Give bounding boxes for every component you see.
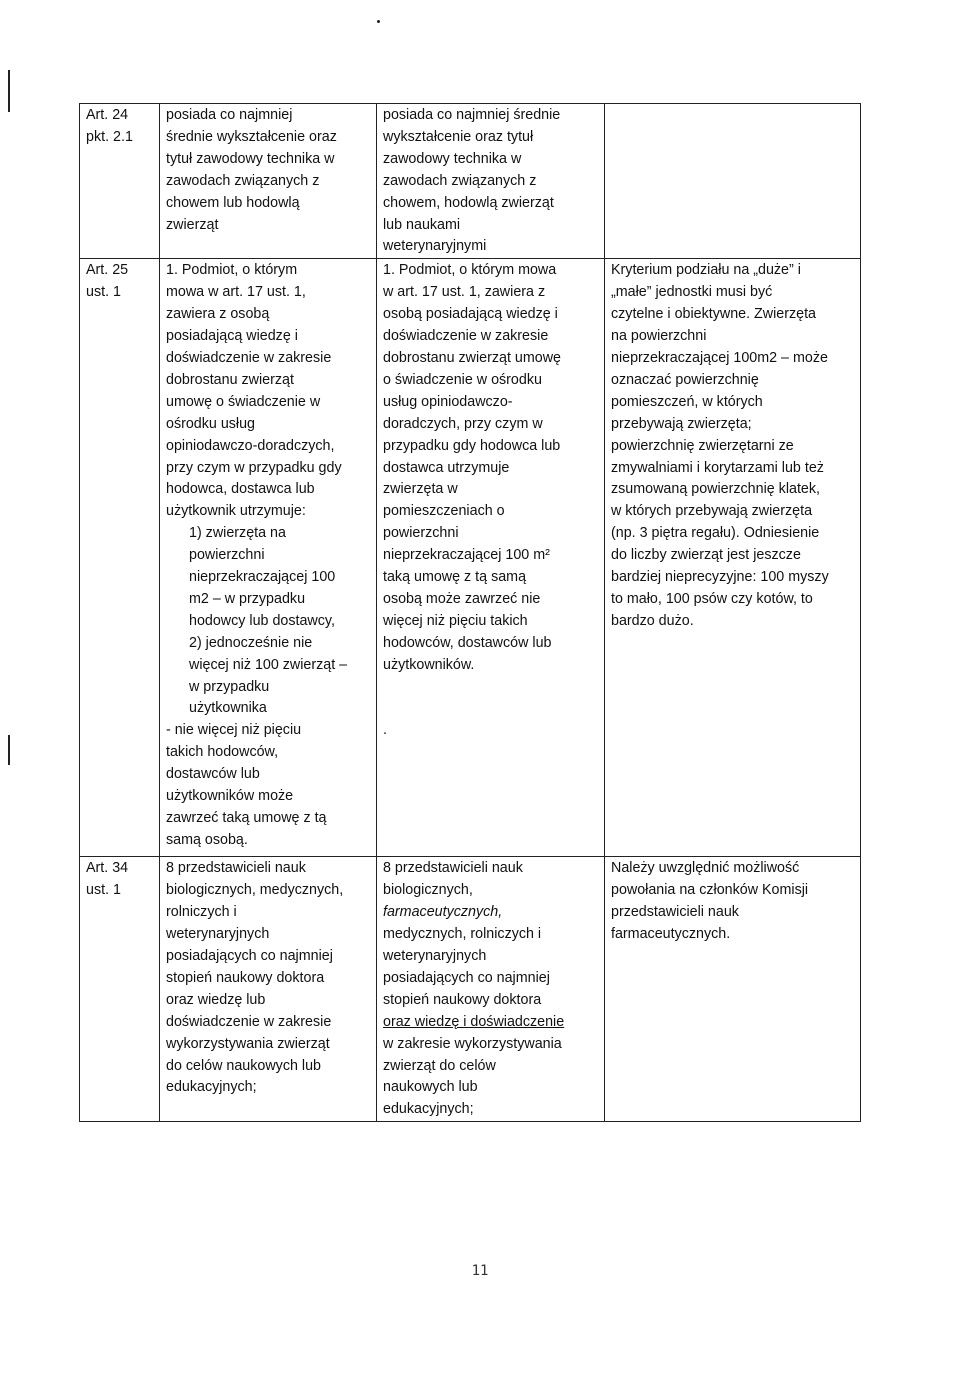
text-line: hodowców, dostawców lub — [383, 634, 552, 651]
text-line — [383, 677, 600, 699]
text-line: stopień naukowy doktora — [166, 969, 325, 986]
text-line: weterynaryjnych — [383, 947, 487, 964]
text-line: wykształcenie oraz tytuł — [383, 128, 534, 145]
text-line: w zakresie wykorzystywania — [383, 1035, 562, 1052]
text-line: zmywalniami i korytarzami lub też — [611, 459, 824, 476]
text-line: zwierząt do celów — [383, 1057, 496, 1074]
text-line: więcej niż 100 zwierząt – — [189, 656, 348, 673]
article-ref: Art. 25 — [86, 262, 129, 279]
text-line: osobą może zawrzeć nie — [383, 590, 541, 607]
text-line: pomieszczeń, w których — [611, 393, 763, 410]
text-line: - nie więcej niż pięciu — [166, 722, 302, 739]
table-row — [80, 104, 861, 259]
text-line: „małe” jednostki musi być — [611, 284, 773, 301]
text-line: bardziej nieprecyzyjne: 100 myszy — [611, 569, 829, 586]
text-line: doświadczenie w zakresie — [166, 1013, 332, 1030]
text-line: 1. Podmiot, o którym — [166, 262, 298, 279]
text-line: usług opiniodawczo- — [383, 393, 513, 410]
text-line: umowę o świadczenie w — [166, 393, 321, 410]
text-line: użytkowników. — [383, 656, 475, 673]
text-line-underlined: oraz wiedzę i doświadczenie — [383, 1013, 565, 1030]
text-line: farmaceutycznych. — [611, 926, 731, 943]
text-line: użytkowników może — [166, 788, 294, 805]
text-line: posiada co najmniej — [166, 107, 293, 123]
text-line: zawodowy technika w — [383, 150, 522, 167]
text-line: posiadających co najmniej — [166, 947, 333, 964]
text-line: ośrodku usług — [166, 415, 256, 432]
text-line: powołania na członków Komisji — [611, 882, 809, 899]
text-line: do celów naukowych lub — [166, 1057, 321, 1074]
text-line: lub naukami — [383, 216, 461, 233]
current-text-cell — [160, 259, 377, 857]
text-line: opiniodawczo-doradczych, — [166, 437, 335, 454]
text-line: powierzchni — [383, 525, 459, 542]
text-line: czytelne i obiektywne. Zwierzęta — [611, 306, 817, 323]
text-line: takich hodowców, — [166, 744, 279, 761]
proposed-text-cell — [377, 857, 605, 1122]
text-line: weterynaryjnymi — [383, 238, 487, 255]
text-line: nieprzekraczającej 100 m² — [383, 547, 550, 564]
text-line: m2 – w przypadku — [189, 590, 306, 607]
article-ref: pkt. 2.1 — [86, 128, 133, 145]
scan-speck — [377, 20, 380, 23]
text-line: (np. 3 piętra regału). Odniesienie — [611, 525, 820, 542]
text-line: w przypadku — [189, 678, 270, 695]
text-line: w art. 17 ust. 1, zawiera z — [383, 284, 546, 301]
current-text-cell — [160, 104, 377, 259]
text-line: edukacyjnych; — [383, 1101, 474, 1118]
article-cell — [80, 104, 160, 259]
text-line: wykorzystywania zwierząt — [166, 1035, 330, 1052]
text-line: medycznych, rolniczych i — [383, 926, 542, 943]
text-line: biologicznych, medycznych, — [166, 882, 344, 899]
comment-cell — [605, 857, 861, 1122]
text-line: przypadku gdy hodowca lub — [383, 437, 561, 454]
text-line: zwierzęta w — [383, 481, 458, 498]
text-line: chowem, hodowlą zwierząt — [383, 194, 554, 211]
text-line: do liczby zwierząt jest jeszcze — [611, 547, 801, 564]
comment-cell — [605, 259, 861, 857]
text-line: to mało, 100 psów czy kotów, to — [611, 590, 813, 607]
text-line: 8 przedstawicieli nauk — [383, 860, 523, 877]
current-text-cell — [160, 857, 377, 1122]
text-line: tytuł zawodowy technika w — [166, 150, 335, 167]
text-line: nieprzekraczającej 100m2 – może — [611, 349, 828, 366]
text-line: 2) jednocześnie nie — [189, 634, 313, 651]
text-line: zawodach związanych z — [166, 172, 320, 189]
text-line: posiada co najmniej średnie — [383, 107, 561, 123]
text-line — [383, 698, 600, 720]
article-cell — [80, 259, 160, 857]
proposed-text-cell — [377, 259, 605, 857]
text-line: doświadczenie w zakresie — [166, 349, 332, 366]
text-line: posiadających co najmniej — [383, 969, 550, 986]
text-line: nieprzekraczającej 100 — [189, 569, 336, 586]
text-line: powierzchnię zwierzętarni ze — [611, 437, 794, 454]
text-line: rolniczych i — [166, 904, 237, 921]
article-ref: ust. 1 — [86, 284, 121, 301]
table-row — [80, 259, 861, 857]
proposed-text-cell — [377, 104, 605, 259]
text-line: Należy uwzględnić możliwość — [611, 860, 800, 877]
text-line: zawiera z osobą — [166, 306, 270, 323]
text-line: edukacyjnych; — [166, 1079, 257, 1096]
scan-mark — [8, 70, 10, 112]
text-line: posiadającą wiedzę i — [166, 328, 298, 345]
text-line: Kryterium podziału na „duże” i — [611, 262, 801, 279]
text-line: chowem lub hodowlą — [166, 194, 300, 211]
text-line: stopień naukowy doktora — [383, 991, 542, 1008]
text-line: dostawców lub — [166, 766, 260, 783]
text-line: zawodach związanych z — [383, 172, 537, 189]
text-line: zwierząt — [166, 216, 219, 233]
text-line: . — [383, 722, 387, 739]
text-line: samą osobą. — [166, 831, 248, 848]
article-ref: Art. 34 — [86, 860, 129, 877]
article-ref: Art. 24 — [86, 107, 129, 123]
comment-cell — [605, 104, 861, 259]
text-line: na powierzchni — [611, 328, 707, 345]
table-row — [80, 857, 861, 1122]
text-line: taką umowę z tą samą — [383, 569, 527, 586]
text-line: weterynaryjnych — [166, 926, 270, 943]
text-line: w których przebywają zwierzęta — [611, 503, 813, 520]
article-ref: ust. 1 — [86, 882, 121, 899]
text-line: oraz wiedzę lub — [166, 991, 266, 1008]
text-line: zawrzeć taką umowę z tą — [166, 810, 327, 826]
text-line: przy czym w przypadku gdy — [166, 459, 342, 476]
text-line: hodowcy lub dostawcy, — [189, 612, 335, 629]
text-line: przedstawicieli nauk — [611, 904, 739, 921]
comparison-table — [79, 103, 861, 1122]
text-line: dostawca utrzymuje — [383, 459, 510, 476]
text-line: naukowych lub — [383, 1079, 478, 1096]
text-line: średnie wykształcenie oraz — [166, 128, 337, 145]
text-line: użytkownika — [189, 700, 267, 717]
text-line: zsumowaną powierzchnię klatek, — [611, 481, 820, 498]
page-number: 11 — [471, 1263, 489, 1279]
scan-mark — [8, 735, 10, 765]
text-line: doradczych, przy czym w — [383, 415, 543, 432]
text-line: powierzchni — [189, 547, 265, 564]
text-line: bardzo dużo. — [611, 612, 694, 629]
text-line: osobą posiadającą wiedzę i — [383, 306, 558, 323]
text-line-italic: farmaceutycznych, — [383, 904, 503, 921]
text-line: 8 przedstawicieli nauk — [166, 860, 306, 877]
text-line: hodowca, dostawca lub — [166, 481, 315, 498]
text-line: biologicznych, — [383, 882, 473, 899]
text-line: doświadczenie w zakresie — [383, 328, 549, 345]
text-line: dobrostanu zwierząt — [166, 371, 294, 388]
text-line: oznaczać powierzchnię — [611, 371, 759, 388]
text-line: więcej niż pięciu takich — [383, 612, 528, 629]
text-line: 1) zwierzęta na — [189, 525, 286, 542]
text-line: przebywają zwierzęta; — [611, 415, 752, 432]
text-line: dobrostanu zwierząt umowę — [383, 349, 562, 366]
text-line: o świadczenie w ośrodku — [383, 371, 542, 388]
text-line: mowa w art. 17 ust. 1, — [166, 284, 306, 301]
text-line: użytkownik utrzymuje: — [166, 503, 306, 520]
text-line: 1. Podmiot, o którym mowa — [383, 262, 557, 279]
text-line: pomieszczeniach o — [383, 503, 505, 520]
article-cell — [80, 857, 160, 1122]
